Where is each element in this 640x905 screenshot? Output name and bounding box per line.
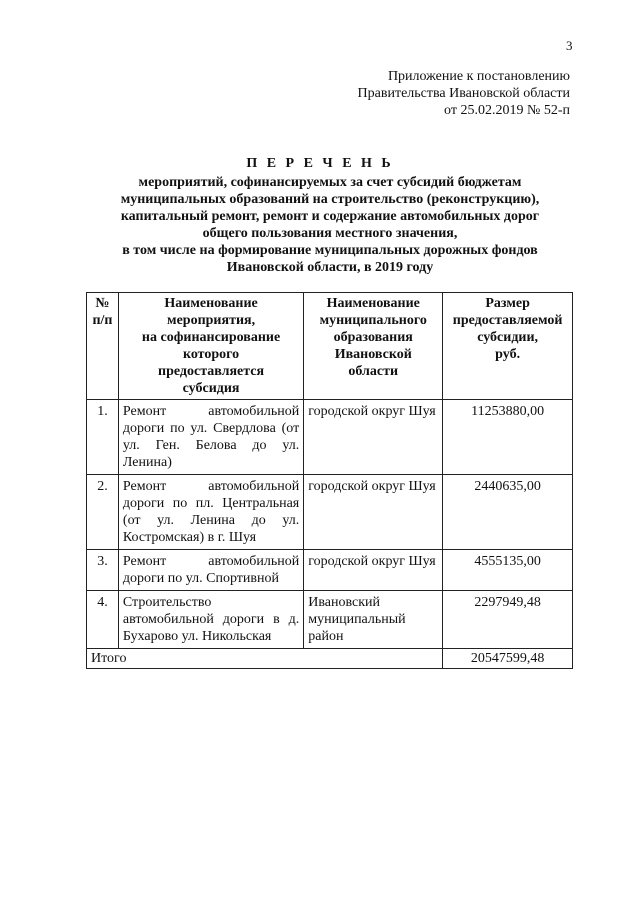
- subtitle-line: мероприятий, софинансируемых за счет субсидий бюджетам: [138, 175, 522, 190]
- municipality-name: городской округ Шуя: [304, 475, 443, 550]
- subtitle-line: капитальный ремонт, ремонт и содержание автомобильных дорог: [120, 209, 540, 224]
- row-number: 3.: [87, 550, 119, 591]
- measure-name: Ремонт автомобильной дороги по пл. Центральная (от ул. Ленина до ул. Костромская) в г. Шуя: [118, 475, 303, 550]
- measure-name: Ремонт автомобильной дороги по ул. Свердлова (от ул. Ген. Белова до ул. Ленина): [118, 400, 303, 475]
- appendix-header: [358, 68, 570, 119]
- total-amount: 20547599,48: [443, 649, 573, 669]
- subsidy-amount: 4555135,00: [443, 550, 573, 591]
- table-row: [87, 400, 573, 475]
- table-row: [87, 591, 573, 649]
- header-measure-name: Наименование мероприятия, на софинансирование которого предоставляется субсидия: [118, 293, 303, 400]
- subsidy-amount: 2440635,00: [443, 475, 573, 550]
- total-label: Итого: [87, 649, 443, 669]
- table-row: [87, 550, 573, 591]
- header-subsidy-amount: Размер предоставляемой субсидии, руб.: [443, 293, 573, 400]
- municipality-name: Ивановский муниципальный район: [304, 591, 443, 649]
- row-number: 2.: [87, 475, 119, 550]
- subsidy-amount: 11253880,00: [443, 400, 573, 475]
- measures-table: [86, 292, 573, 669]
- table-row: [87, 475, 573, 550]
- row-number: 1.: [87, 400, 119, 475]
- table-header-row: [87, 293, 573, 400]
- subtitle-line: в том числе на формирование муниципальных дорожных фондов: [122, 243, 538, 258]
- row-number: 4.: [87, 591, 119, 649]
- municipality-name: городской округ Шуя: [304, 550, 443, 591]
- header-municipality: Наименование муниципального образования Ивановской области: [304, 293, 443, 400]
- subsidy-amount: 2297949,48: [443, 591, 573, 649]
- subtitle-line: муниципальных образований на строительство (реконструкцию),: [120, 192, 540, 207]
- measure-name: Строительство автомобильной дороги в д. Бухарово ул. Никольская: [118, 591, 303, 649]
- table-total-row: [87, 649, 573, 669]
- subtitle-line: Ивановской области, в 2019 году: [226, 260, 434, 275]
- document-title: П Е Р Е Ч Е Н Ь: [246, 156, 394, 171]
- document-subtitle: [60, 174, 600, 276]
- appendix-line: от 25.02.2019 № 52-п: [444, 103, 570, 118]
- subtitle-line: общего пользования местного значения,: [202, 226, 458, 241]
- municipality-name: городской округ Шуя: [304, 400, 443, 475]
- page-number: 3: [566, 38, 573, 53]
- appendix-line: Правительства Ивановской области: [357, 86, 570, 101]
- header-num: № п/п: [87, 293, 119, 400]
- appendix-line: Приложение к постановлению: [387, 69, 570, 84]
- measure-name: Ремонт автомобильной дороги по ул. Спортивной: [118, 550, 303, 591]
